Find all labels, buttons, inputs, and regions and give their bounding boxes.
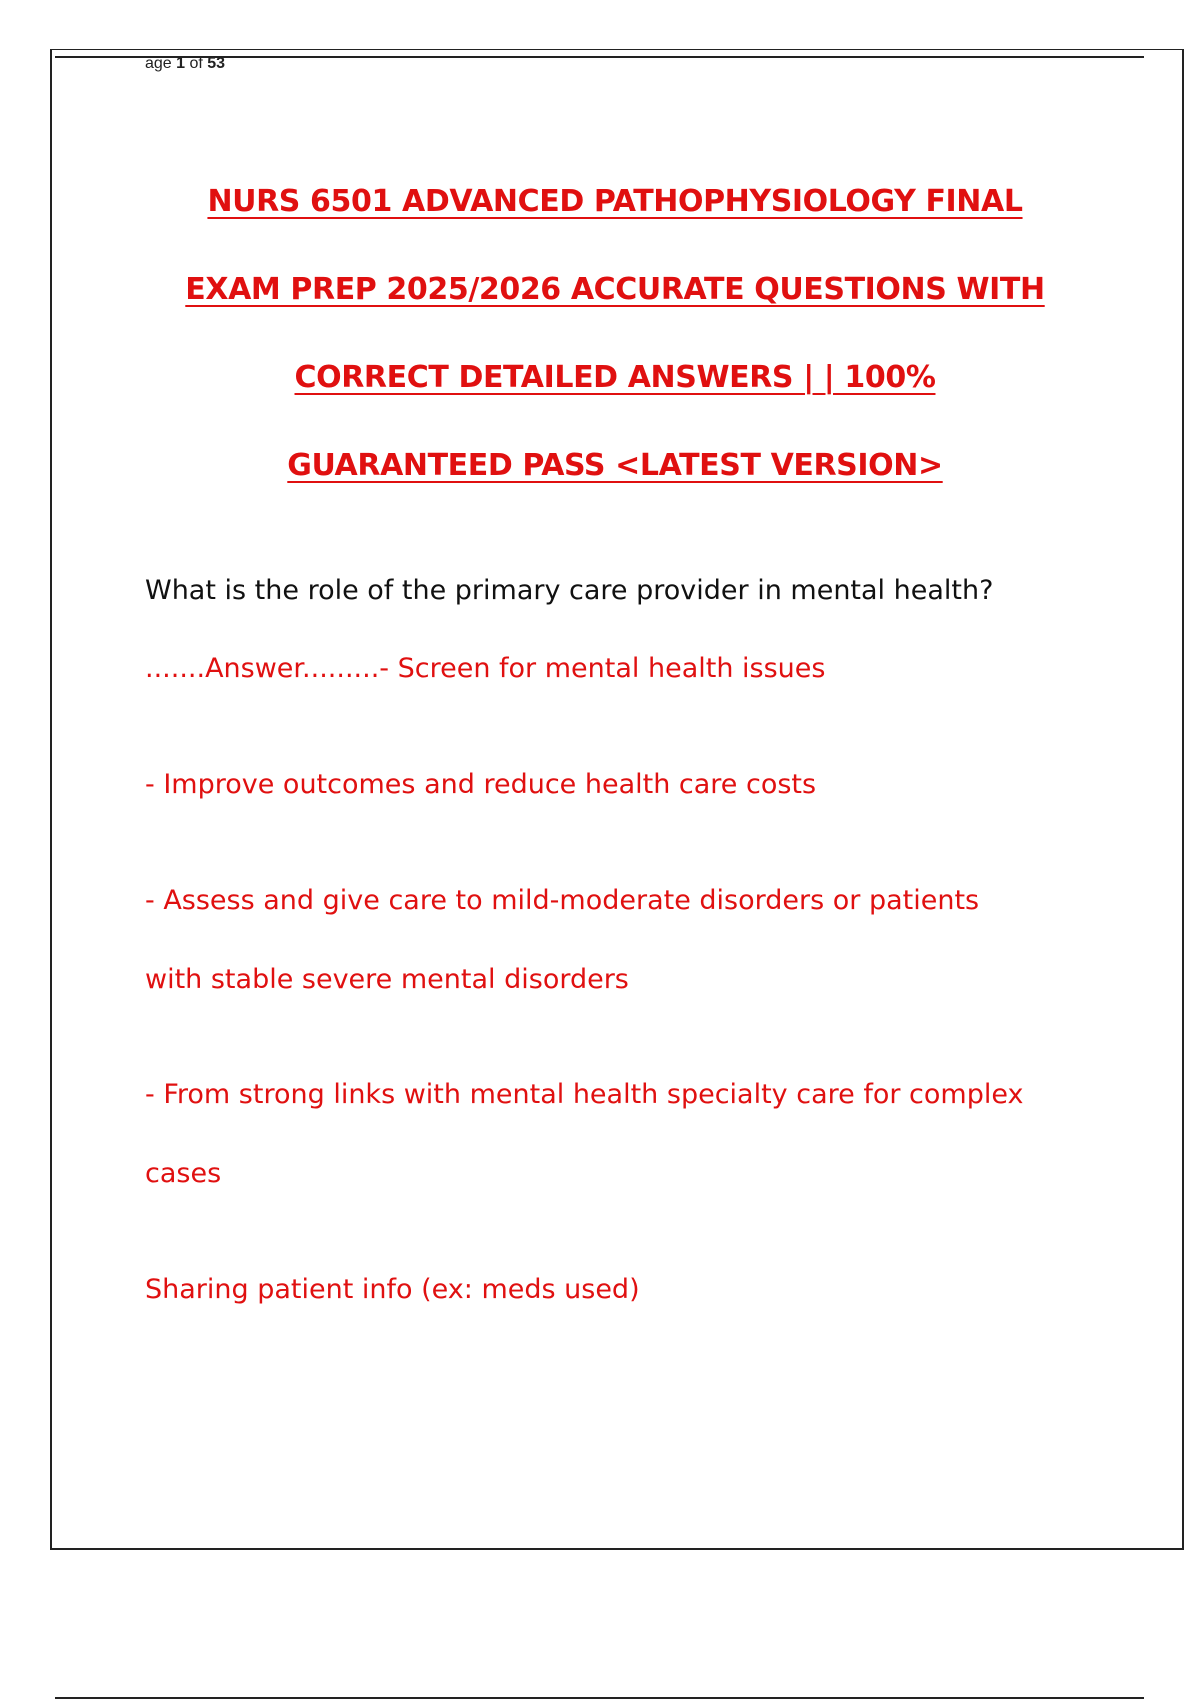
footer-rule — [55, 1697, 1144, 1699]
answer-line-6: cases — [145, 1158, 222, 1189]
answer-line-7: Sharing patient info (ex: meds used) — [145, 1274, 640, 1305]
answer-line-2: - Improve outcomes and reduce health care costs — [145, 769, 817, 800]
title-line-4-text: GUARANTEED PASS <LATEST VERSION> — [287, 448, 943, 483]
answer-line-3: - Assess and give care to mild-moderate disorders or patients — [145, 885, 980, 916]
title-line-2 — [60, 264, 1170, 352]
title-line-3-text: CORRECT DETAILED ANSWERS | | 100% — [294, 360, 936, 395]
title-line-1 — [60, 176, 1170, 264]
title-line-3 — [60, 352, 1170, 440]
page-counter-prefix: age — [145, 55, 177, 72]
document-title — [60, 176, 1170, 528]
title-line-4 — [60, 440, 1170, 528]
title-line-1-text: NURS 6501 ADVANCED PATHOPHYSIOLOGY FINAL — [207, 184, 1023, 219]
page-counter-of: of — [185, 55, 208, 72]
page-counter-total: 53 — [207, 55, 226, 72]
page-counter-current: 1 — [176, 55, 186, 72]
answer-line-1: .......Answer.........- Screen for mental health issues — [145, 653, 826, 684]
question-text: What is the role of the primary care provider in mental health? — [145, 575, 994, 606]
answer-line-5: - From strong links with mental health specialty care for complex — [145, 1079, 1024, 1110]
page-counter — [145, 55, 225, 73]
answer-line-4: with stable severe mental disorders — [145, 964, 629, 995]
title-line-2-text: EXAM PREP 2025/2026 ACCURATE QUESTIONS WITH — [185, 272, 1045, 307]
